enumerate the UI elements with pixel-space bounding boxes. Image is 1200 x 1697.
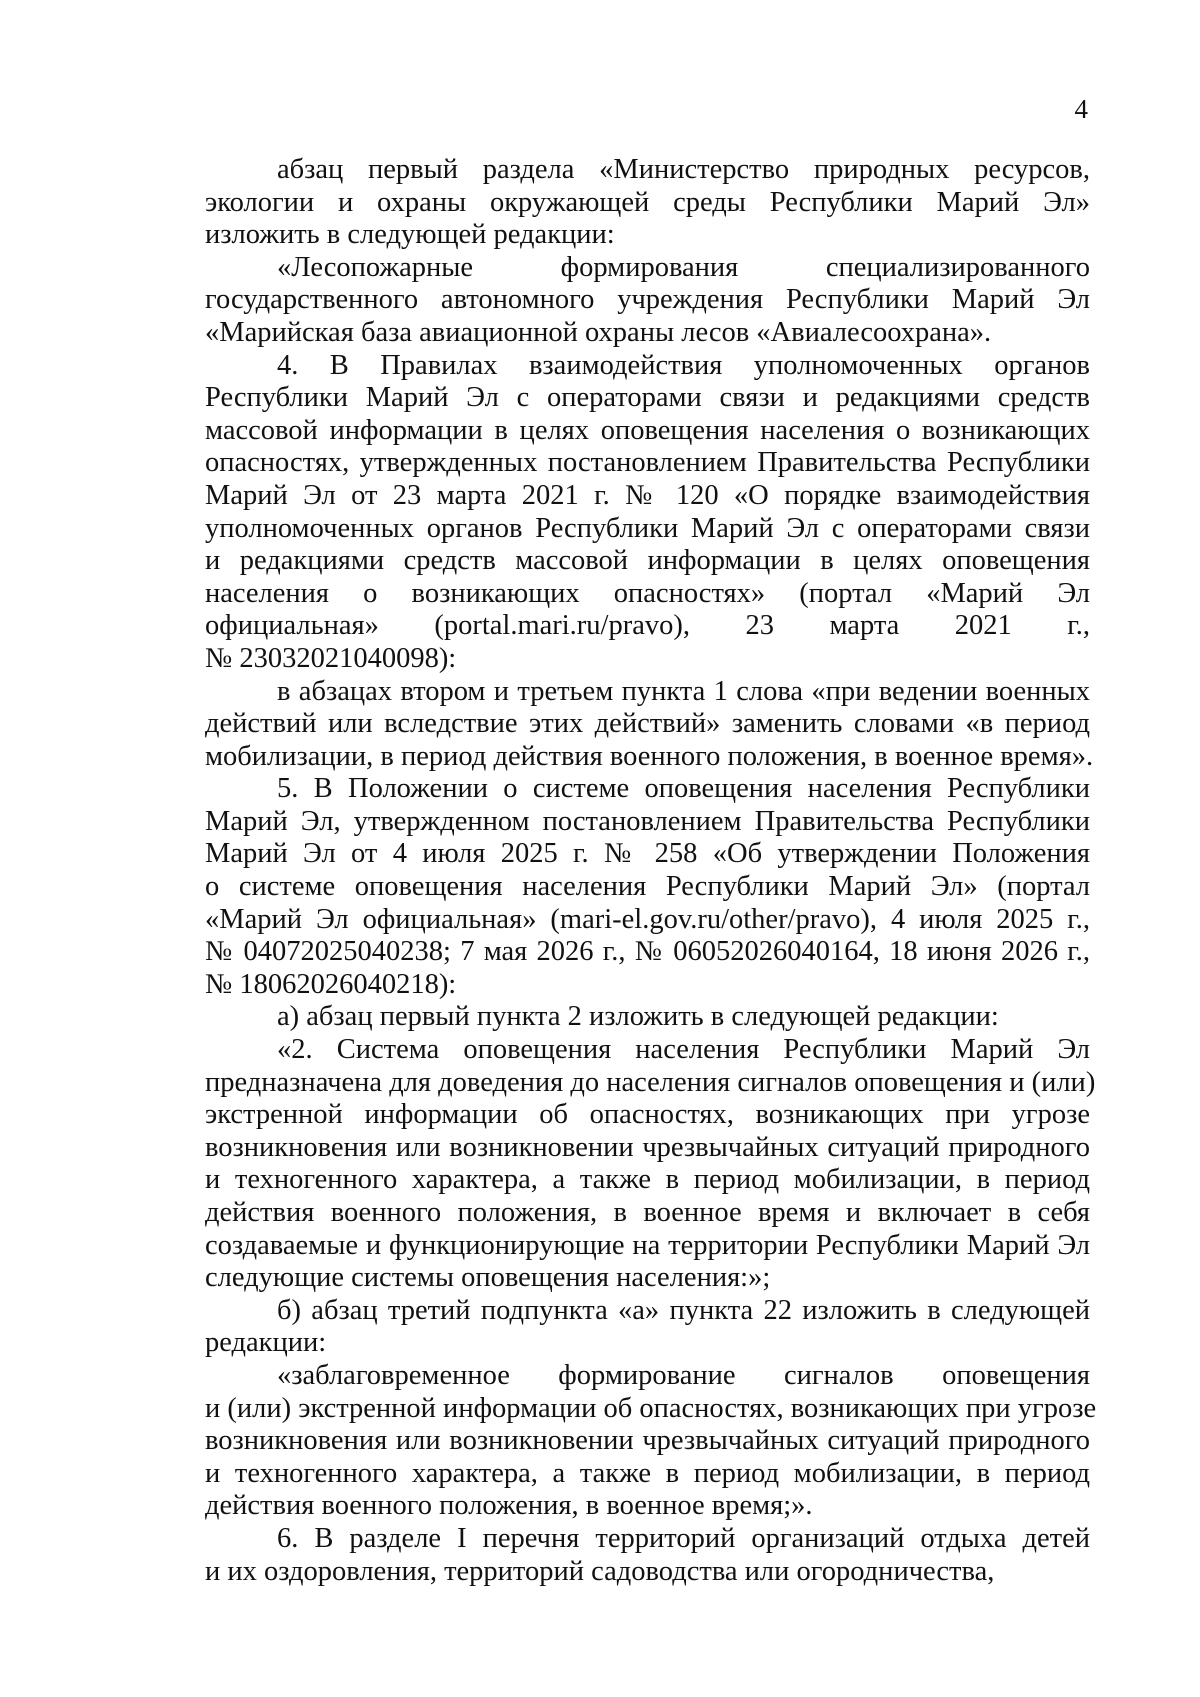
text-line: следующие системы оповещения населения:»; <box>205 1262 771 1294</box>
text-line: и редакциями средств массовой информации в целях оповещения <box>205 545 1090 577</box>
paragraph <box>205 1295 1090 1360</box>
text-line: о системе оповещения населения Республики Марий Эл» (портал <box>205 871 1090 903</box>
paragraph <box>205 1001 1090 1034</box>
text-line: предназначена для доведения до населения сигналов оповещения и (или) <box>205 1066 1096 1098</box>
text-line: и техногенного характера, а также в период мобилизации, в период <box>205 1164 1090 1196</box>
text-line: № 04072025040238; 7 мая 2026 г., № 06052026040164, 18 июня 2026 г., <box>205 936 1090 968</box>
text-line: действия военного положения, в военное время;». <box>205 1490 813 1522</box>
text-line: создаваемые и функционирующие на территории Республики Марий Эл <box>205 1229 1090 1261</box>
text-line: Республики Марий Эл с операторами связи и редакциями средств <box>205 382 1090 414</box>
text-line: и (или) экстренной информации об опасностях, возникающих при угрозе <box>205 1392 1097 1424</box>
text-line: «Марийская база авиационной охраны лесов «Авиалесоохрана». <box>205 316 992 348</box>
text-line: 5. В Положении о системе оповещения населения Республики <box>277 773 1090 805</box>
text-line: Марий Эл от 4 июля 2025 г. № 258 «Об утверждении Положения <box>205 838 1090 870</box>
text-line: изложить в следующей редакции: <box>205 219 615 251</box>
text-line: возникновения или возникновении чрезвычайных ситуаций природного <box>205 1425 1090 1457</box>
text-line: 4. В Правилах взаимодействия уполномоченных органов <box>277 349 1090 381</box>
text-line: экологии и охраны окружающей среды Республики Марий Эл» <box>205 186 1090 218</box>
text-line: действий или вследствие этих действий» заменить словами «в период <box>205 708 1090 740</box>
text-line: абзац первый раздела «Министерство природных ресурсов, <box>277 154 1090 185</box>
text-line: № 23032021040098): <box>205 642 457 674</box>
paragraph <box>205 1523 1090 1588</box>
text-line: мобилизации, в период действия военного положения, в военное время». <box>205 740 1094 772</box>
text-line: и их оздоровления, территорий садоводства или огородничества, <box>205 1555 995 1587</box>
text-line: Марий Эл, утвержденном постановлением Правительства Республики <box>205 805 1090 837</box>
text-line: № 18062026040218): <box>205 968 457 1000</box>
text-line: в абзацах втором и третьем пункта 1 слова «при ведении военных <box>277 675 1090 707</box>
document-body <box>205 154 1097 1588</box>
text-line: Марий Эл от 23 марта 2021 г. № 120 «О порядке взаимодействия <box>205 479 1090 511</box>
paragraph <box>205 1034 1096 1295</box>
paragraph <box>205 350 1090 676</box>
paragraph <box>205 773 1090 1001</box>
paragraph <box>205 252 1090 350</box>
text-line: 6. В разделе I перечня территорий организаций отдыха детей <box>277 1522 1090 1554</box>
text-line: возникновения или возникновении чрезвычайных ситуаций природного <box>205 1131 1090 1163</box>
text-line: «заблаговременное формирование сигналов оповещения <box>277 1359 1090 1391</box>
text-line: населения о возникающих опасностях» (портал «Марий Эл <box>205 577 1090 609</box>
text-line: государственного автономного учреждения Республики Марий Эл <box>205 284 1090 316</box>
text-line: экстренной информации об опасностях, возникающих при угрозе <box>205 1099 1090 1131</box>
text-line: и техногенного характера, а также в период мобилизации, в период <box>205 1457 1090 1489</box>
page-number: 4 <box>1074 94 1088 124</box>
text-line: действия военного положения, в военное время и включает в себя <box>205 1197 1090 1228</box>
text-line: «Лесопожарные формирования специализированного <box>277 251 1090 283</box>
text-line: опасностях, утвержденных постановлением Правительства Республики <box>205 447 1090 479</box>
paragraph <box>205 154 1090 252</box>
text-line: массовой информации в целях оповещения населения о возникающих <box>205 414 1090 446</box>
paragraph <box>205 1359 1097 1523</box>
text-line: официальная» (portal.mari.ru/pravo), 23 марта 2021 г., <box>205 610 1090 642</box>
text-line: б) абзац третий подпункта «а» пункта 22 изложить в следующей <box>277 1294 1090 1326</box>
text-line: а) абзац первый пункта 2 изложить в следующей редакции: <box>277 1001 999 1033</box>
text-line: «2. Система оповещения населения Республики Марий Эл <box>277 1034 1090 1066</box>
text-line: редакции: <box>205 1327 327 1359</box>
text-line: уполномоченных органов Республики Марий Эл с операторами связи <box>205 512 1090 544</box>
paragraph <box>205 675 1094 774</box>
text-line: «Марий Эл официальная» (mari-el.gov.ru/other/pravo), 4 июля 2025 г., <box>205 903 1090 935</box>
